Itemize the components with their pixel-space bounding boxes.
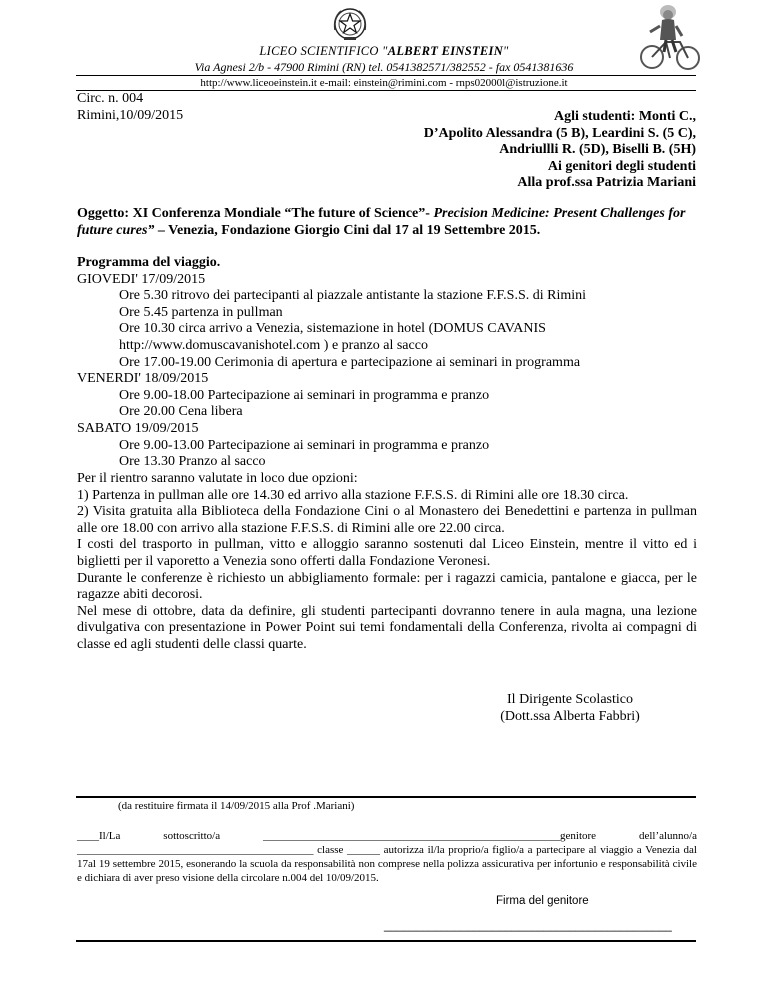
- paragraph: 2) Visita gratuita alla Biblioteca della Fondazione Cini o al Monastero dei Benedettini e partenza in pullman alle ore 18.00 con arrivo alla stazione F.F.S.S. di Rimini alle ore 22.00 circa.: [77, 504, 697, 536]
- headmaster-signature: [440, 692, 700, 725]
- recipient-line: Andriullli R. (5D), Biselli B. (5H): [499, 142, 696, 158]
- parent-signature-label: Firma del genitore: [496, 895, 589, 907]
- programme: [77, 255, 697, 471]
- parent-signature-line[interactable]: _____________________________________________: [384, 920, 672, 932]
- day-heading: VENERDI' 18/09/2015: [77, 371, 209, 387]
- programme-item: Ore 9.00-13.00 Partecipazione ai seminari in programma e pranzo: [119, 437, 490, 453]
- header-rule-top: [76, 75, 696, 76]
- school-contacts: http://www.liceoeinstein.it e-mail: einstein@rimini.com - rnps02000l@istruzione.it: [200, 77, 568, 89]
- programme-item: Ore 13.30 Pranzo al sacco: [119, 454, 266, 470]
- tear-off-rule-bottom: [76, 940, 696, 942]
- return-note: (da restituire firmata il 14/09/2015 alla Prof .Mariani): [118, 800, 355, 812]
- paragraph: 1) Partenza in pullman alle ore 14.30 ed arrivo alla stazione F.F.S.S. di Rimini alle ore 18.30 circa.: [77, 487, 629, 503]
- subject: Oggetto: XI Conferenza Mondiale “The future of Science”- Precision Medicine: Present Challenges for future cures” – Venezia, Fondazione Giorgio Cini dal 17 al 19 Settembre 2015.: [77, 206, 686, 238]
- recipient-line: Ai genitori degli studenti: [547, 158, 696, 174]
- school-address: Via Agnesi 2/b - 47900 Rimini (RN) tel. 0541382571/382552 - fax 0541381636: [194, 60, 574, 74]
- programme-item: Ore 17.00-19.00 Cerimonia di apertura e partecipazione ai seminari in programma: [119, 354, 581, 370]
- tear-off-rule-top: [76, 796, 696, 798]
- return-options: [77, 471, 697, 654]
- republic-emblem-icon: [331, 6, 369, 42]
- paragraph: Nel mese di ottobre, data da definire, gli studenti partecipanti dovranno tenere in aula magna, una lezione divulgativa con presentazione in Power Point sui temi fondamentali della Conferenza, rivolta ai compagni di classe ed agli studenti delle classi quarte.: [77, 603, 697, 652]
- header-rule-bottom: [76, 90, 696, 91]
- paragraph: Durante le conferenze è richiesto un abbigliamento formale: per i ragazzi camicia, pantalone e giacca, per le ragazze abiti decorosi.: [77, 570, 697, 603]
- signature-role: Il Dirigente Scolastico: [507, 692, 633, 707]
- paragraph: Per il rientro saranno valutate in loco due opzioni:: [77, 471, 358, 486]
- school-name: LICEO SCIENTIFICO "ALBERT EINSTEIN": [259, 44, 509, 58]
- authorization-form-text: ____Il/La sottoscritto/a ______________________________________________________genitore dell’alunno/a ___________________________________________ classe ______ autorizza il/la proprio/a figlio/a a partecipare al viaggio a Venezia dal 17al 19 settembre 2015, esonerando la scuola da responsabilità non comprese nella polizza assicurativa per infortunio e responsabilità civile e dichiara di aver preso visione della circolare n.004 del 10/09/2015.: [77, 830, 697, 884]
- paragraph: I costi del trasporto in pullman, vitto e alloggio saranno sostenuti dal Liceo Einstein, mentre il vitto ed i biglietti per il vaporetto a Venezia sono offerti dalla Fondazione Veronesi.: [77, 537, 697, 569]
- recipient-line: Agli studenti: Monti C.,: [554, 109, 696, 124]
- day-heading: SABATO 19/09/2015: [77, 420, 199, 436]
- programme-item: Ore 5.45 partenza in pullman: [119, 304, 283, 320]
- circular-number: Circ. n. 004: [77, 91, 144, 106]
- programme-item: Ore 10.30 circa arrivo a Venezia, sistemazione in hotel (DOMUS CAVANIS: [119, 321, 546, 337]
- place-date: Rimini,10/09/2015: [77, 108, 184, 123]
- signature-name: (Dott.ssa Alberta Fabbri): [500, 708, 640, 724]
- day-heading: GIOVEDI' 17/09/2015: [77, 271, 206, 287]
- programme-item: Ore 20.00 Cena libera: [119, 404, 243, 420]
- recipient-line: Alla prof.ssa Patrizia Mariani: [517, 175, 696, 191]
- recipient-line: D’Apolito Alessandra (5 B), Leardini S. (5 C),: [423, 125, 696, 141]
- programme-item: Ore 9.00-18.00 Partecipazione ai seminari in programma e pranzo: [119, 387, 490, 403]
- programme-item: http://www.domuscavanishotel.com ) e pranzo al sacco: [119, 337, 428, 353]
- programme-item: Ore 5.30 ritrovo dei partecipanti al piazzale antistante la stazione F.F.S.S. di Rimini: [119, 288, 587, 304]
- programme-title: Programma del viaggio.: [77, 255, 221, 270]
- recipients-block: [276, 109, 696, 192]
